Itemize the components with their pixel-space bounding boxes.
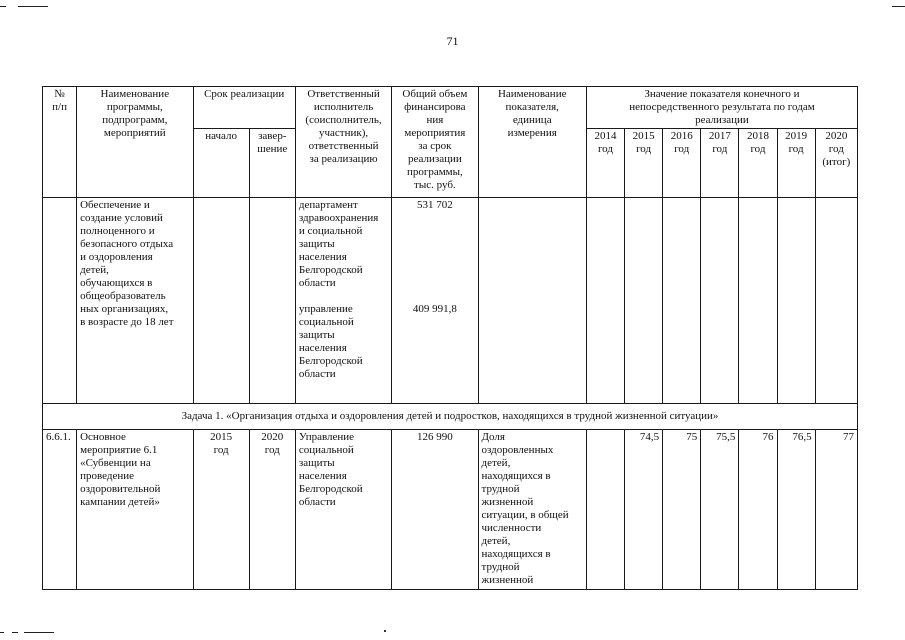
row2-funding: 126 990 [392, 430, 478, 590]
row1-indicator [478, 198, 586, 404]
header-start: начало [193, 129, 249, 198]
row2-num: 6.6.1. [43, 430, 77, 590]
row2-value: 76 [739, 430, 777, 590]
bottom-edge-mark [12, 632, 18, 633]
row2-value: 74,5 [625, 430, 663, 590]
header-name: Наименование программы, подпрограмм, мероприятий [77, 87, 193, 198]
row2-executor: Управление социальной защиты населения Белгородской области [295, 430, 391, 590]
row2-end: 2020 год [249, 430, 295, 590]
header-executor: Ответственный исполнитель (соисполнитель, участник), ответственный за реализацию [295, 87, 391, 198]
page-number: 71 [446, 34, 459, 48]
row1-value [739, 198, 777, 404]
header-year: 2015 год [625, 129, 663, 198]
header-values-title: Значение показателя конечного и непосредственного результата по годам реализации [586, 87, 857, 129]
row1-value [815, 198, 857, 404]
top-edge-mark [18, 6, 48, 7]
row1-value [625, 198, 663, 404]
row2-value: 75,5 [701, 430, 739, 590]
row1-value [777, 198, 815, 404]
header-funding: Общий объем финансирова ния мероприятия за срок реализации программы, тыс. руб. [392, 87, 478, 198]
header-num: № п/п [43, 87, 77, 198]
task-row [43, 404, 858, 430]
row2-start: 2015 год [193, 430, 249, 590]
top-edge-mark [0, 6, 6, 7]
top-edge-mark [892, 6, 905, 7]
task-title: Задача 1. «Организация отдыха и оздоровления детей и подростков, находящихся в трудной жизненной ситуации» [43, 404, 858, 430]
row1-value [586, 198, 624, 404]
header-indicator: Наименование показателя, единица измерения [478, 87, 586, 198]
row1-name: Обеспечение и создание условий полноценного и безопасного отдыха и оздоровления детей, обучающихся в общеобразователь ных организациях, в возрасте до 18 лет [77, 198, 193, 404]
row2-value: 77 [815, 430, 857, 590]
header-year: 2018 год [739, 129, 777, 198]
table-row [43, 430, 858, 590]
header-year: 2020 год (итог) [815, 129, 857, 198]
row1-start [193, 198, 249, 404]
header-year: 2016 год [663, 129, 701, 198]
row1-funding: 531 702 409 991,8 [392, 198, 478, 404]
header-year: 2014 год [586, 129, 624, 198]
table-row [43, 198, 858, 404]
row1-value [701, 198, 739, 404]
row2-value: 76,5 [777, 430, 815, 590]
row1-end [249, 198, 295, 404]
scan-speck [384, 630, 386, 632]
bottom-edge-mark [24, 632, 54, 633]
header-end: завер- шение [249, 129, 295, 198]
row1-executor: департамент здравоохранения и социальной защиты населения Белгородской области управление социальной защиты населения Белгородской области [295, 198, 391, 404]
program-table [42, 86, 858, 590]
header-year: 2017 год [701, 129, 739, 198]
header-row [43, 87, 858, 129]
row2-value [586, 430, 624, 590]
header-period: Срок реализации [193, 87, 295, 129]
row2-name: Основное мероприятие 6.1 «Субвенции на проведение оздоровительной кампании детей» [77, 430, 193, 590]
bottom-edge-mark [0, 632, 4, 633]
row1-value [663, 198, 701, 404]
row1-num [43, 198, 77, 404]
row2-indicator: Доля оздоровленных детей, находящихся в трудной жизненной ситуации, в общей численности детей, находящихся в трудной жизненной [478, 430, 586, 590]
header-year: 2019 год [777, 129, 815, 198]
row2-value: 75 [663, 430, 701, 590]
